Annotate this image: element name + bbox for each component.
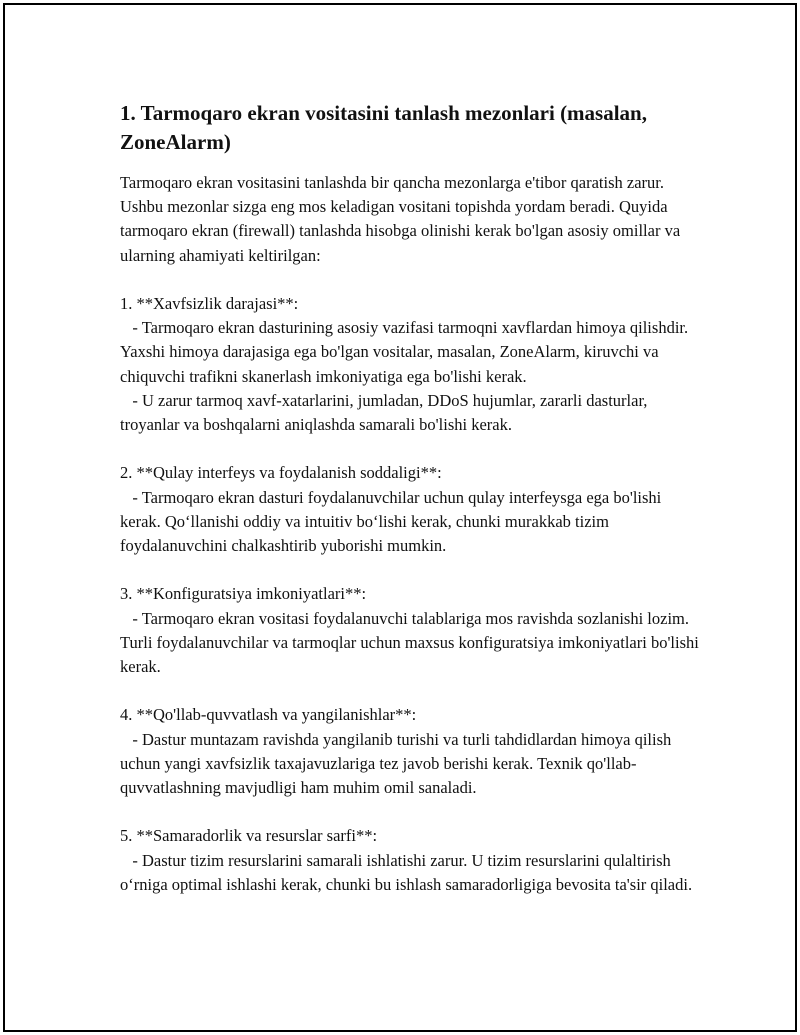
section-support-updates	[120, 703, 700, 800]
section-heading: 4. **Qo'llab-quvvatlash va yangilanishlar**:	[120, 705, 417, 725]
section-performance-resources	[120, 824, 700, 897]
section-heading: 1. **Xavfsizlik darajasi**:	[120, 294, 299, 313]
section-interface	[120, 461, 700, 558]
section-bullet: - Tarmoqaro ekran vositasi foydalanuvchi talablariga mos ravishda sozlanishi lozim. Turli foydalanuvchilar va tarmoqlar uchun maxsus konfiguratsiya imkoniyatlari bo'lishi kerak.	[120, 608, 699, 677]
section-bullet: - Dastur tizim resurslarini samarali ishlatishi zarur. U tizim resurslarini qulaltirish o‘rniga optimal ishlashi kerak, chunki bu ishlash samaradorligiga bevosita ta'sir qiladi.	[120, 850, 693, 894]
section-security-level	[120, 292, 700, 437]
section-bullet: - Tarmoqaro ekran dasturi foydalanuvchilar uchun qulay interfeysga ega bo'lishi kerak. Qo‘llanishi oddiy va intuitiv bo‘lishi kerak, chunki murakkab tizim foydalanuvchini chalkashtirib yuborishi mumkin.	[120, 487, 662, 556]
section-bullet: - U zarur tarmoq xavf-xatarlarini, jumladan, DDoS hujumlar, zararli dasturlar, troyanlar va boshqalarni aniqlashda samarali bo'lishi kerak.	[120, 390, 648, 435]
section-heading: 5. **Samaradorlik va resurslar sarfi**:	[120, 826, 378, 846]
section-bullet: - Tarmoqaro ekran dasturining asosiy vazifasi tarmoqni xavflardan himoya qilishdir. Yaxshi himoya darajasiga ega bo'lgan vositalar, masalan, ZoneAlarm, kiruvchi va chiquvchi trafikni skanerlash imkoniyatiga ega bo'lishi kerak.	[120, 318, 689, 386]
document-title: 1. Tarmoqaro ekran vositasini tanlash mezonlari (masalan, ZoneAlarm)	[120, 101, 647, 154]
section-bullet: - Dastur muntazam ravishda yangilanib turishi va turli tahdidlardan himoya qilish uchun yangi xavfsizlik taxajavuzlariga tez javob berishi kerak. Texnik qo'llab-quvvatlashning mavjudligi ham muhim omil sanaladi.	[120, 729, 672, 798]
section-configuration	[120, 582, 700, 679]
section-heading: 3. **Konfiguratsiya imkoniyatlari**:	[120, 584, 367, 604]
intro-paragraph: Tarmoqaro ekran vositasini tanlashda bir qancha mezonlarga e'tibor qaratish zarur. Ushbu mezonlar sizga eng mos keladigan vositani topishda yordam beradi. Quyida tarmoqaro ekran (firewall) tanlashda hisobga olinishi kerak bo'lgan asosiy omillar va ularning ahamiyati keltirilgan:	[120, 173, 681, 265]
document-page	[3, 3, 797, 1032]
document-content	[120, 99, 700, 921]
section-heading: 2. **Qulay interfeys va foydalanish soddaligi**:	[120, 463, 442, 483]
